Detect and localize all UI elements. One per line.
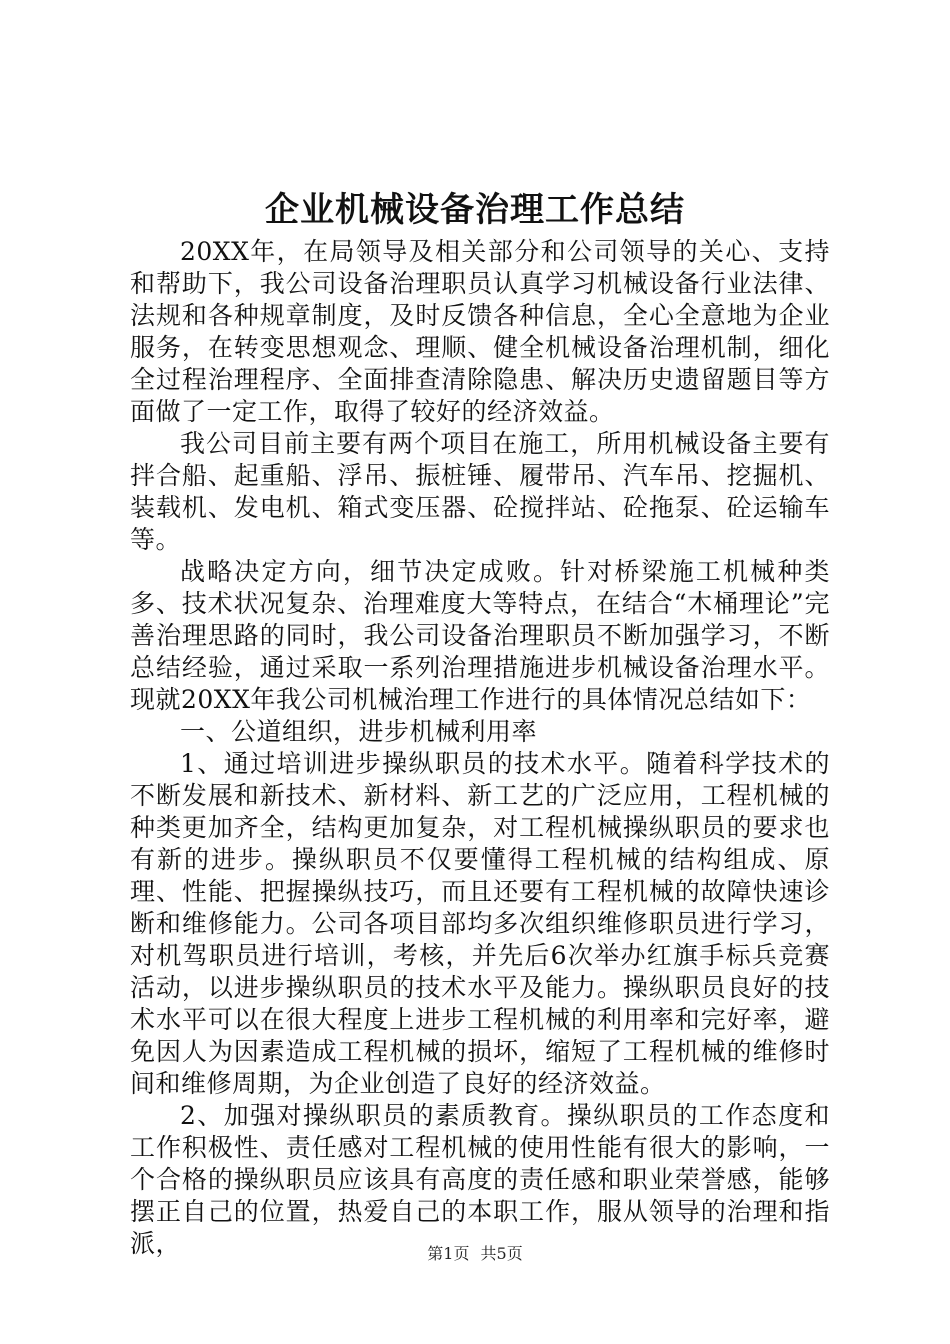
document-title: 企业机械设备治理工作总结	[265, 190, 685, 230]
paragraph-strategy: 战略决定方向，细节决定成败。针对桥梁施工机械种类多、技术状况复杂、治理难度大等特点，在结合“木桶理论”完善治理思路的同时，我公司设备治理职员不断加强学习，不断总结经验，通过采取一系列治理措施进步机械设备治理水平。现就20XX年我公司机械治理工作进行的具体情况总结如下：	[130, 557, 830, 714]
page-footer	[0, 1244, 950, 1264]
document-body	[130, 236, 830, 1260]
total-pages: 共5页	[480, 1244, 523, 1263]
paragraph-equipment: 我公司目前主要有两个项目在施工，所用机械设备主要有拌合船、起重船、浮吊、振桩锤、履带吊、汽车吊、挖掘机、装载机、发电机、箱式变压器、砼搅拌站、砼拖泵、砼运输车等。	[130, 429, 830, 554]
paragraph-intro: 20XX年，在局领导及相关部分和公司领导的关心、支持和帮助下，我公司设备治理职员认真学习机械设备行业法律、法规和各种规章制度，及时反馈各种信息，全心全意地为企业服务，在转变思想观念、理顺、健全机械设备治理机制，细化全过程治理程序、全面排查清除隐患、解决历史遗留题目等方面做了一定工作，取得了较好的经济效益。	[130, 237, 830, 426]
page-number: 第1页	[427, 1244, 470, 1263]
section-heading-1: 一、公道组织，进步机械利用率	[180, 717, 538, 746]
paragraph-training: 1、通过培训进步操纵职员的技术水平。随着科学技术的不断发展和新技术、新材料、新工艺的广泛应用，工程机械的种类更加齐全，结构更加复杂，对工程机械操纵职员的要求也有新的进步。操纵职员不仅要懂得工程机械的结构组成、原理、性能、把握操纵技巧，而且还要有工程机械的故障快速诊断和维修能力。公司各项目部均多次组织维修职员进行学习，对机驾职员进行培训，考核，并先后6次举办红旗手标兵竞赛活动，以进步操纵职员的技术水平及能力。操纵职员良好的技术水平可以在很大程度上进步工程机械的利用率和完好率，避免因人为因素造成工程机械的损坏，缩短了工程机械的维修时间和维修周期，为企业创造了良好的经济效益。	[130, 749, 830, 1098]
paragraph-quality-education: 2、加强对操纵职员的素质教育。操纵职员的工作态度和工作积极性、责任感对工程机械的使用性能有很大的影响，一个合格的操纵职员应该具有高度的责任感和职业荣誉感，能够摆正自己的位置，热爱自己的本职工作，服从领导的治理和指派，	[130, 1101, 830, 1258]
